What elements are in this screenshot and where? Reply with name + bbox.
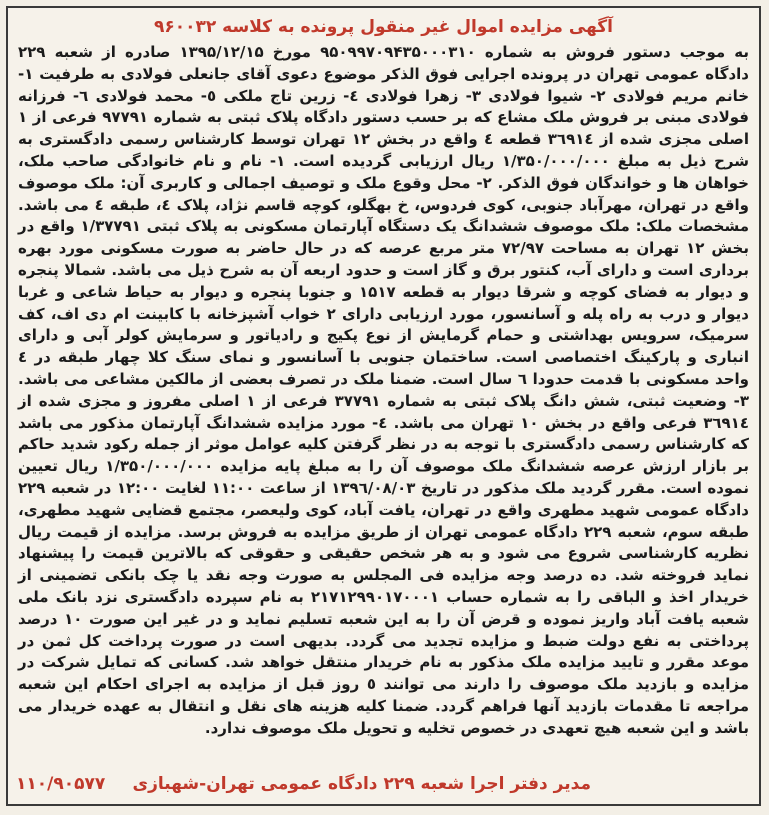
notice-footer: [16, 770, 751, 798]
notice-body: به موجب دستور فروش به شماره ۹۵۰۹۹۷۰۹۴۳۵۰۰۰۳۱۰ مورخ ۱۳۹۵/۱۲/۱۵ صادره از شعبه ۲۲۹ دادگاه عمومی تهران در پرونده اجرایی فوق الذکر موضوع دعوی آقای جانعلی فولادی به طرفیت ۱- خانم مریم فولادی ۲- شیوا فولادی ۳- زهرا فولادی ٤- زرین تاج ملکی ٥- محمد فولادی ٦- فرزانه فولادی مبنی بر فروش ملک مشاع که بر حسب دستور دادگاه پلاک ثبتی به شماره ۹۷۷۹۱ فرعی از ۱ اصلی مجزی شده از ۳٦۹۱٤ قطعه ٤ واقع در بخش ۱۲ تهران توسط کارشناس رسمی دادگستری به شرح ذیل به مبلغ ۱/۳۵۰/۰۰۰/۰۰۰ ریال ارزیابی گردیده است. ۱- نام و نام خانوادگی صاحب ملک، خواهان ها و خواندگان فوق الذکر. ۲- محل وقوع ملک و توصیف اجمالی و کاربری آن: ملک موصوف واقع در تهران، مهرآباد جنوبی، کوی فردوس، خ بهگلو، کوچه قاسم نژاد، پلاک ٤، طبقه ٤ می باشد. مشخصات ملک: ملک موصوف ششدانگ یک دستگاه آپارتمان مسکونی به پلاک ثبتی ۱/۳۷۷۹۱ واقع در بخش ۱۲ تهران به مساحت ۷۲/۹۷ متر مربع عرصه که در حال حاضر به صورت مسکونی مورد بهره برداری است و دارای آب، کنتور برق و گاز است و حدود اربعه آن به شرح ذیل می باشد. شمالا پنجره و دیوار به فضای کوچه و شرقا دیوار به قطعه ۱۵۱۷ و جنوبا پنجره و دیوار به حیاط شاعی و غربا دیوار و درب به راه پله و آسانسور، مورد ارزیابی دارای ۲ خواب آشپزخانه با کابینت ام دی اف، کف سرمیک، سرویس بهداشتی و حمام گرمایش از نوع پکیج و رادیاتور و سرمایش کولر آبی و دارای انباری و پارکینگ اختصاصی است. ساختمان جنوبی با آسانسور و نمای سنگ کلا چهار طبقه در ٤ واحد مسکونی با قدمت حدودا ٦ سال است. ضمنا ملک در تصرف بعضی از مالکین مشاعی می باشد. ۳- وضعیت ثبتی، شش دانگ پلاک ثبتی به شماره ۳۷۷۹۱ فرعی از ۱ اصلی مفروز و مجزی شده از ۳٦۹۱٤ فرعی واقع در بخش ۱۰ تهران می باشد. ٤- مورد مزایده ششدانگ آپارتمان مذکور می باشد که کارشناس رسمی دادگستری با توجه به در نظر گرفتن کلیه عوامل موثر از جمله رکود شدید حاکم بر بازار ارزش عرصه ششدانگ ملک موصوف آن را به مبلغ پایه مزایده ۱/۳۵۰/۰۰۰/۰۰۰ ریال تعیین نموده است. مقرر گردید ملک مذکور در تاریخ ۱۳۹٦/۰۸/۰۳ از ساعت ۱۱:۰۰ لغایت ۱۲:۰۰ در شعبه ۲۲۹ دادگاه عمومی شهید مطهری واقع در تهران، یافت آباد، کوی ولیعصر، مجتمع قضایی شهید مطهری، طبقه سوم، شعبه ۲۲۹ دادگاه عمومی تهران از طریق مزایده به فروش برسد. مزایده از قیمت ریال نظریه کارشناسی شروع می شود و به هر شخص حقیقی و حقوقی که بالاترین قیمت را پیشنهاد نماید فروخته شد. ده درصد وجه مزایده فی المجلس به صورت وجه نقد یا چک بانکی تضمینی از خریدار اخذ و الباقی را به شماره حساب ۲۱۷۱۲۹۹۰۱۷۰۰۰۱ به نام سپرده دادگستری نزد بانک ملی شعبه یافت آباد واریز نموده و قرض آن را به این شعبه تسلیم نماید و در غیر این صورت ۱۰ درصد پرداختی به نفع دولت ضبط و مزایده تجدید می گردد. بدیهی است در صورت پرداخت کل ثمن در موعد مقرر و تایید مزایده ملک مذکور به نام خریدار منتقل خواهد شد. کسانی که تمایل شرکت در مزایده و بازدید ملک موصوف را دارند می توانند ٥ روز قبل از مزایده به اجرای احکام این شعبه مراجعه تا مقدمات بازدید آنها فراهم گردد. ضمنا کلیه هزینه های نقل و انتقال به عهده خریدار می باشد و این شعبه هیچ تعهدی در خصوص تخلیه و تحویل ملک موصوف ندارد.: [18, 43, 750, 737]
auction-notice: [6, 6, 761, 806]
notice-code: ۱۱۰/۹۰۵۷۷: [16, 774, 106, 794]
notice-title: آگهی مزایده اموال غیر منقول پرونده به کلاسه ۹۶۰۰۳۲: [153, 17, 614, 37]
notice-signature: مدیر دفتر اجرا شعبه ۲۲۹ دادگاه عمومی تهران-شهبازی: [132, 774, 591, 794]
